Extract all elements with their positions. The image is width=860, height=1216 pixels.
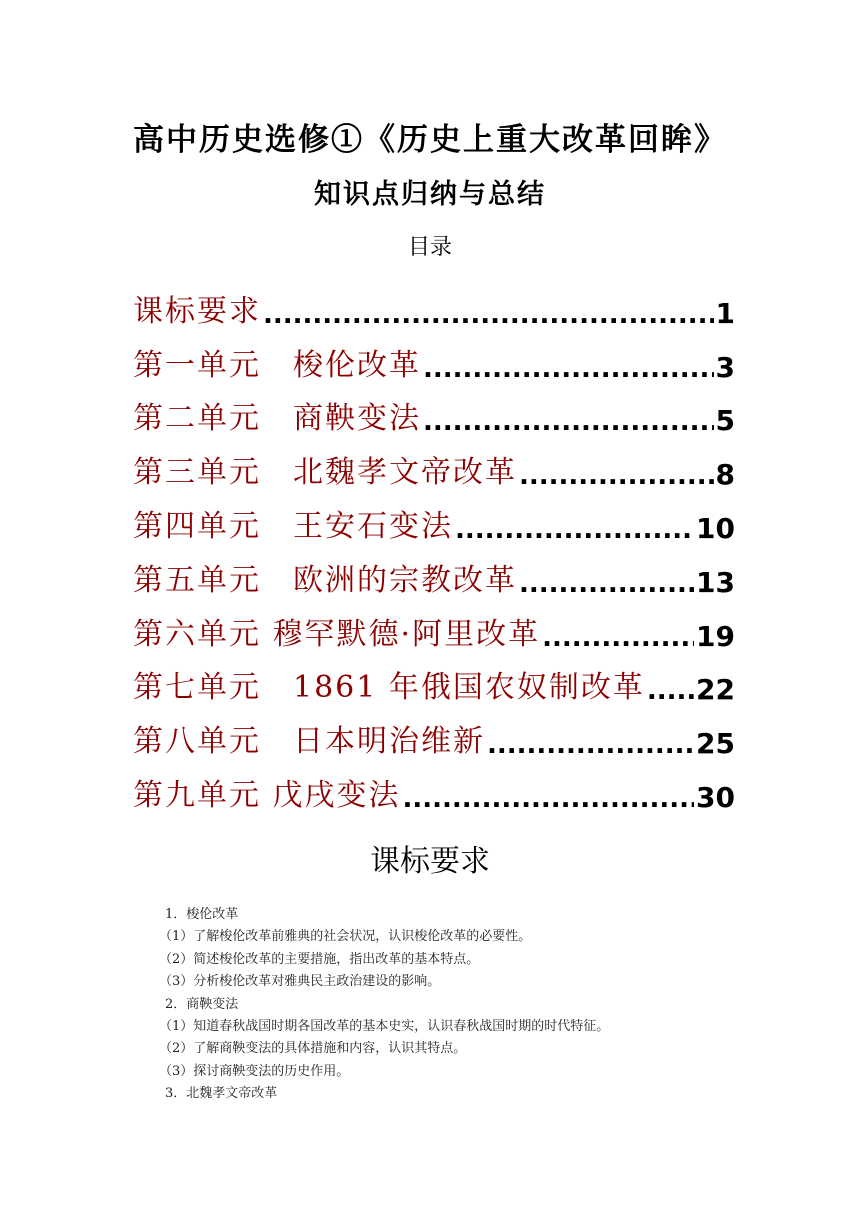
toc-entry[interactable] [133,384,735,438]
toc-dot-leader [423,354,714,384]
toc-entry-label: 第四单元 王安石变法 [133,508,453,544]
toc-entry-label: 第二单元 商鞅变法 [133,401,421,437]
requirement-line: （2）了解商鞅变法的具体措施和内容，认识其特点。 [159,1041,467,1057]
toc-dot-leader [542,623,694,653]
toc-entry[interactable] [133,760,735,814]
toc-entry-page: 5 [715,404,735,438]
toc-heading: 目录 [407,235,452,260]
toc-entry[interactable] [133,545,735,599]
toc-entry-label: 第九单元 戊戌变法 [133,777,401,813]
section-body [159,904,765,1106]
toc-entry[interactable] [133,437,735,491]
toc-entry-page: 22 [696,673,735,707]
table-of-contents [133,276,735,814]
toc-dot-leader [487,730,694,760]
toc-entry-label: 第三单元 北魏孝文帝改革 [133,455,517,491]
toc-entry-label: 第一单元 梭伦改革 [133,347,421,383]
toc-entry-label: 第六单元 穆罕默德·阿里改革 [133,616,541,652]
requirement-heading: 1．梭伦改革 [165,907,239,922]
toc-entry[interactable] [133,330,735,384]
toc-entry-page: 13 [696,565,735,599]
toc-entry-page: 8 [715,458,735,492]
toc-entry-label: 第七单元 1861 年俄国农奴制改革 [133,670,645,706]
toc-dot-leader [455,515,694,545]
toc-dot-leader [519,461,714,491]
requirement-line: （1）知道春秋战国时期各国改革的基本史实，认识春秋战国时期的时代特征。 [159,1018,610,1034]
requirement-heading: 2．商鞅变法 [165,996,239,1012]
toc-dot-leader [647,676,694,706]
toc-entry[interactable] [133,276,735,330]
toc-entry-page: 1 [715,296,735,330]
section-heading: 课标要求 [370,844,490,879]
requirement-line: （3）分析梭伦改革对雅典民主政治建设的影响。 [159,974,441,990]
toc-entry-label: 第五单元 欧洲的宗教改革 [133,562,517,598]
toc-dot-leader [263,300,714,330]
toc-entry[interactable] [133,706,735,760]
document-subtitle: 知识点归纳与总结 [314,179,546,210]
toc-dot-leader [519,569,694,599]
toc-entry[interactable] [133,491,735,545]
toc-entry[interactable] [133,653,735,707]
toc-entry-page: 10 [696,511,735,545]
toc-entry-page: 3 [715,350,735,384]
requirement-line: （3）探讨商鞅变法的历史作用。 [159,1063,350,1079]
requirement-line: （1）了解梭伦改革前雅典的社会状况，认识梭伦改革的必要性。 [159,929,532,945]
toc-entry-page: 19 [696,619,735,653]
toc-entry-page: 30 [696,780,735,814]
requirement-heading: 3．北魏孝文帝改革 [165,1086,278,1102]
toc-dot-leader [423,407,714,437]
toc-entry-label: 课标要求 [133,293,261,329]
toc-entry[interactable] [133,599,735,653]
toc-entry-page: 25 [696,727,735,761]
toc-entry-label: 第八单元 日本明治维新 [133,724,485,760]
requirement-line: （2）简述梭伦改革的主要措施，指出改革的基本特点。 [159,951,480,967]
document-title: 高中历史选修①《历史上重大改革回眸》 [133,122,727,158]
toc-dot-leader [403,784,694,814]
